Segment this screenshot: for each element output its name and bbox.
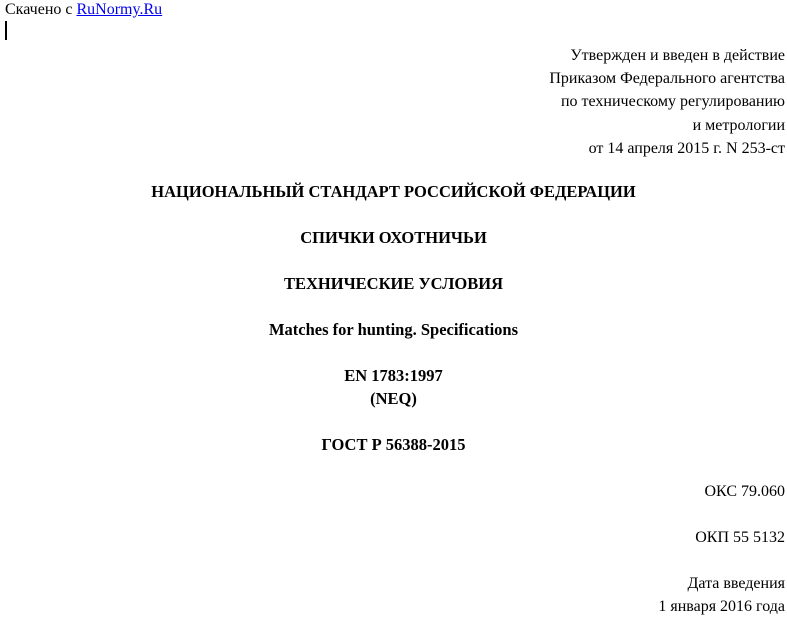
approval-line-5: от 14 апреля 2015 г. N 253-ст — [588, 139, 785, 157]
neq-label: (NEQ) — [370, 389, 417, 408]
national-standard-title: НАЦИОНАЛЬНЫЙ СТАНДАРТ РОССИЙСКОЙ ФЕДЕРАЦИИ — [151, 182, 636, 201]
okp-code: ОКП 55 5132 — [695, 529, 785, 546]
english-title: Matches for hunting. Specifications — [268, 320, 519, 339]
approval-line-1: Утвержден и введен в действие — [570, 47, 785, 64]
source-prefix: Скачено с — [5, 1, 77, 18]
approval-line-3: по техническому регулированию — [560, 93, 785, 111]
product-title: СПИЧКИ ОХОТНИЧЬИ — [300, 228, 487, 247]
oks-code: ОКС 79.060 — [704, 483, 785, 500]
gost-number: ГОСТ Р 56388-2015 — [321, 435, 466, 454]
approval-line-4: и метрологии — [692, 116, 785, 134]
en-reference: EN 1783:1997 — [344, 366, 443, 385]
conditions-title: ТЕХНИЧЕСКИЕ УСЛОВИЯ — [283, 274, 504, 293]
text-cursor — [5, 21, 7, 40]
runormy-link[interactable]: RuNormy.Ru — [76, 1, 163, 18]
intro-date: 1 января 2016 года — [658, 598, 785, 615]
approval-line-2: Приказом Федерального агентства — [549, 70, 785, 88]
approval-block — [549, 44, 785, 160]
source-line — [5, 0, 162, 19]
intro-date-label: Дата введения — [687, 575, 785, 592]
